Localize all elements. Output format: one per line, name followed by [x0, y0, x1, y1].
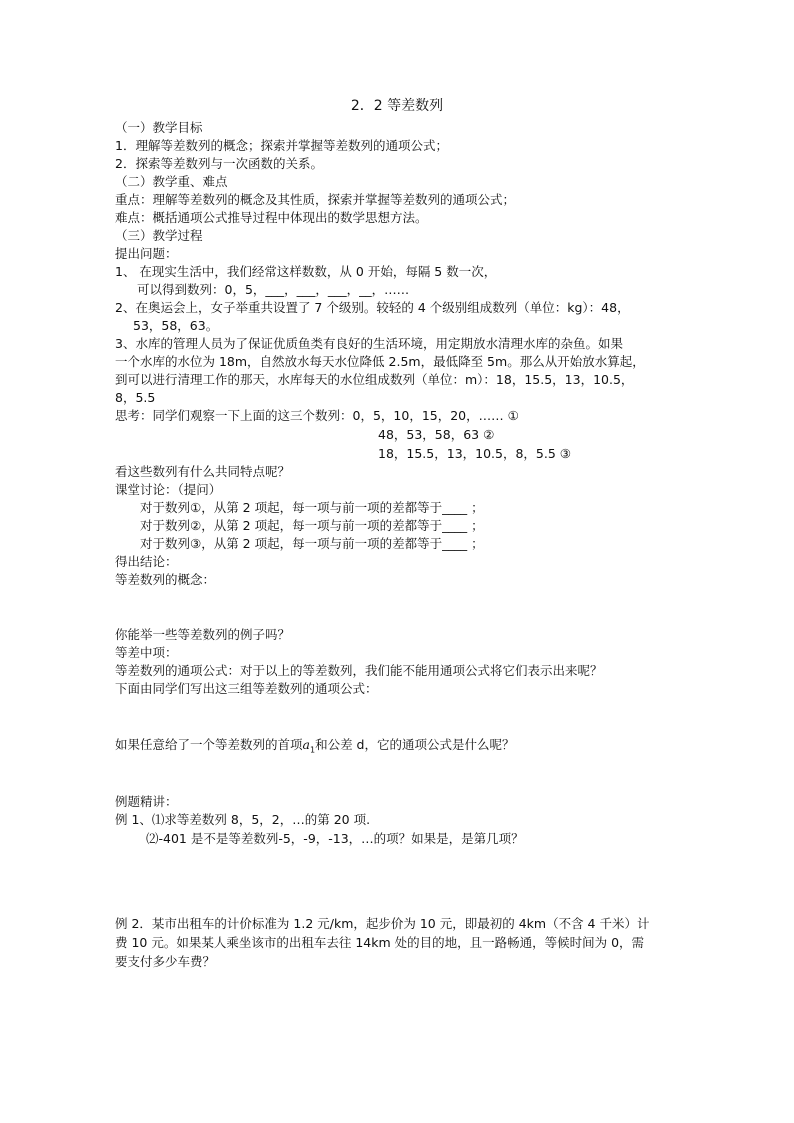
text-line: 等差数列的通项公式：对于以上的等差数列，我们能不能用通项公式将它们表示出来呢？ [115, 663, 603, 678]
text-line: 例 2．某市出租车的计价标准为 1.2 元/km，起步价为 10 元，即最初的 4km（不含 4 千米）计 [115, 916, 650, 931]
formula-before-text: 如果任意给了一个等差数列的首项 [115, 737, 303, 752]
text-line: 3、水库的管理人员为了保证优质鱼类有良好的生活环境，用定期放水清理水库的杂鱼。如果 [115, 336, 623, 351]
text-line: 下面由同学们写出这三组等差数列的通项公式： [115, 681, 378, 696]
first-term-symbol: a [302, 737, 310, 752]
text-line: （二）教学重、难点 [115, 174, 228, 189]
page-title: 2．2 等差数列 [350, 98, 444, 114]
text-line: （一）教学目标 [115, 120, 203, 135]
text-line: 对于数列①，从第 2 项起，每一项与前一项的差都等于____ ； [140, 500, 484, 515]
text-line: 1．理解等差数列的概念；探索并掌握等差数列的通项公式； [115, 138, 448, 153]
text-line: 1、 在现实生活中，我们经常这样数数，从 0 开始，每隔 5 数一次， [115, 264, 497, 279]
text-line: 到可以进行清理工作的那天，水库每天的水位组成数列（单位：m）：18，15.5，13，10.5， [115, 372, 634, 387]
text-line: 思考：同学们观察一下上面的这三个数列：0，5，10，15，20，…… ① [115, 408, 519, 423]
formula-question-line [115, 736, 514, 759]
text-line: 等差数列的概念： [115, 572, 216, 587]
text-line: 18，15.5，13，10.5，8，5.5 ③ [378, 446, 571, 461]
text-line: 费 10 元。如果某人乘坐该市的出租车去往 14km 处的目的地，且一路畅通，等候时间为 0，需 [115, 935, 645, 950]
text-line: 一个水库的水位为 18m，自然放水每天水位降低 2.5m，最低降至 5m。那么从开始放水算起， [115, 354, 645, 369]
text-line: 例 1、⑴求等差数列 8，5，2，…的第 20 项. [115, 812, 371, 827]
text-line: 48，53，58，63 ② [378, 427, 495, 442]
text-line: 要支付多少车费？ [115, 954, 216, 969]
text-line: 你能举一些等差数列的例子吗？ [115, 627, 291, 642]
text-line: 2．探索等差数列与一次函数的关系。 [115, 156, 323, 171]
text-line: 等差中项： [115, 645, 178, 660]
text-line: （三）教学过程 [115, 228, 203, 243]
text-line: ⑵-401 是不是等差数列-5，-9，-13，…的项？如果是，是第几项？ [146, 831, 524, 846]
text-line: 53，58，63。 [133, 318, 219, 333]
text-line: 对于数列②，从第 2 项起，每一项与前一项的差都等于____ ； [140, 518, 484, 533]
text-line: 8，5.5 [115, 390, 156, 405]
text-line: 难点：概括通项公式推导过程中体现出的数学思想方法。 [115, 210, 428, 225]
text-line: 可以得到数列：0，5，___，___，___，__，…… [137, 282, 410, 297]
text-line: 看这些数列有什么共同特点呢？ [115, 464, 291, 479]
text-line: 课堂讨论：（提问） [115, 482, 222, 497]
text-line: 2、在奥运会上，女子举重共设置了 7 个级别。较轻的 4 个级别组成数列（单位：kg）：48， [115, 300, 630, 315]
formula-after-text: 和公差 d，它的通项公式是什么呢？ [315, 737, 515, 752]
text-line: 重点：理解等差数列的概念及其性质，探索并掌握等差数列的通项公式； [115, 192, 516, 207]
first-term-subscript: 1 [309, 745, 316, 755]
text-line: 提出问题： [115, 246, 178, 261]
text-line: 例题精讲： [115, 794, 178, 809]
text-line: 对于数列③，从第 2 项起，每一项与前一项的差都等于____ ； [140, 536, 484, 551]
text-line: 得出结论： [115, 554, 178, 569]
